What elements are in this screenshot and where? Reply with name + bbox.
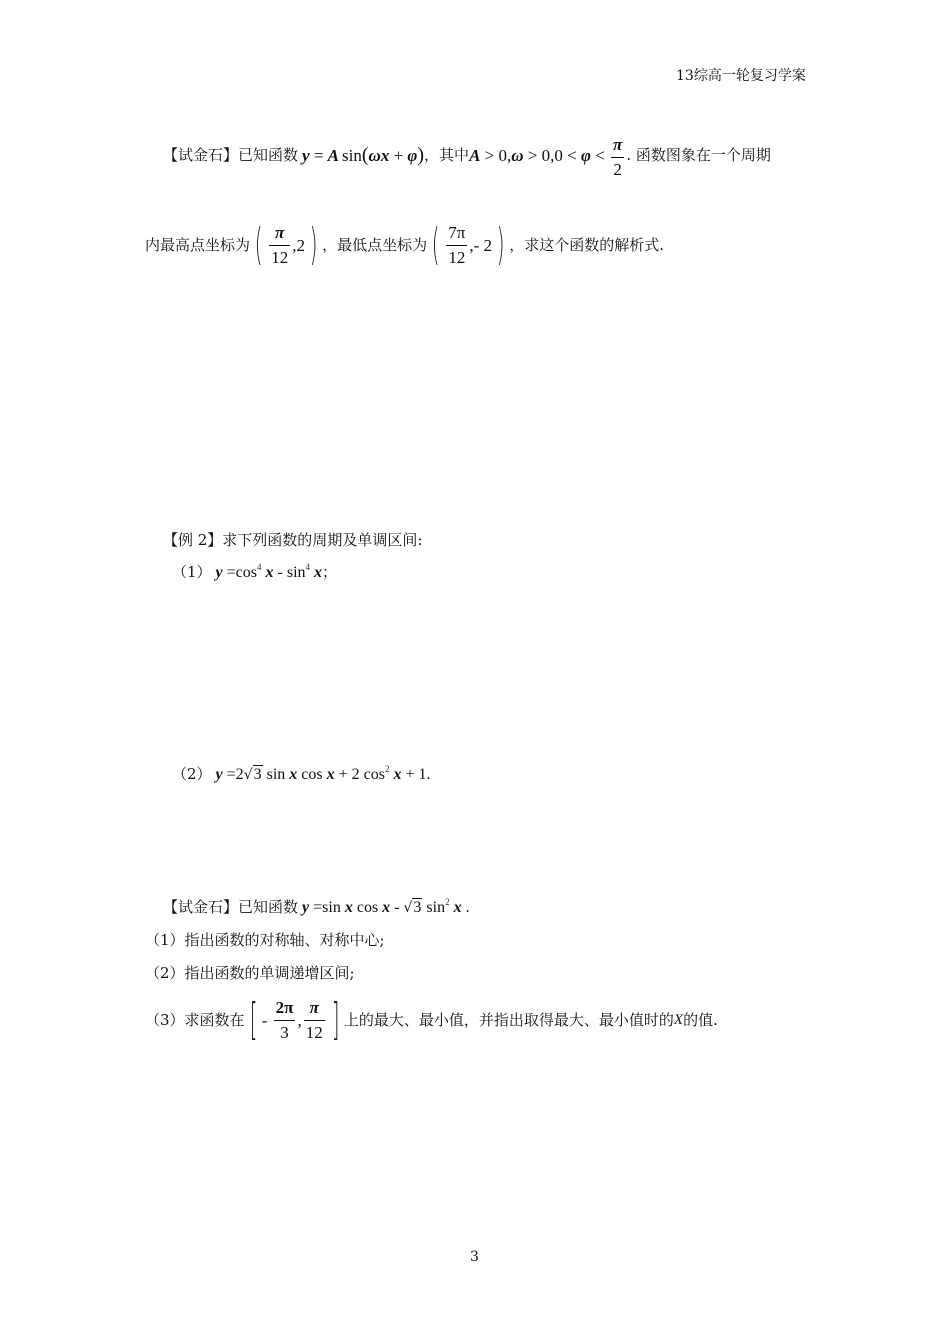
q3-start: （3）求函数在 [145,1010,245,1029]
formula-open: ( [361,144,369,167]
cond-phi: φ [580,145,591,165]
fraction-bar [304,1020,325,1021]
shijinshi1-intro: 已知函数 [238,145,299,164]
conditions [469,132,626,179]
shijinshi1-formula [302,145,424,165]
fraction-bar [269,245,290,246]
q2-x1: x [289,766,298,783]
q2-cos: cos [297,766,327,783]
min-den: 12 [448,247,466,267]
q3-den1: 3 [280,1022,289,1042]
left-paren-icon: ( [431,219,440,270]
f-end: . [461,899,470,916]
q3-fraction1 [274,999,296,1042]
f-x3: x [449,899,462,916]
q1-minus: - sin [273,564,306,581]
q1-label: （1） [172,563,212,581]
shijinshi2-line1 [163,898,470,917]
example2-q1 [172,562,338,581]
f-minus: - [390,899,404,916]
min-num: 7π [448,222,466,242]
cond-text1: > 0, [480,145,512,165]
example2-q2 [172,765,431,784]
q3-den2: 12 [305,1022,323,1042]
max-y: ,2 [292,235,305,255]
f-x1: x [344,899,353,916]
f-y: y [302,899,310,916]
q2-eq: =2 [222,766,244,783]
q3-comma: , [297,1010,302,1030]
shijinshi1-line1 [163,132,771,179]
shijinshi2-intro: 已知函数 [238,898,299,916]
q2-exp: 2 [384,764,390,774]
q3-num1: 2π [275,997,294,1017]
fraction-bar [274,1020,296,1021]
q1-eq: =cos [222,564,258,581]
formula-A: A [327,146,340,166]
q3-end2: 的值. [683,1010,718,1029]
f-x2: x [382,899,391,916]
sqrt-icon: √ [243,767,253,783]
q1-x2: x [310,564,323,581]
right-paren-icon: ) [496,219,505,270]
q3-num2: π [309,997,319,1017]
line2-end: ，求这个函数的解析式. [509,235,665,254]
min-fraction [446,224,467,267]
shijinshi2-tag: 【试金石】 [163,898,239,916]
cond-two: 2 [613,159,622,179]
q2-y: y [215,766,223,783]
f-root: 3 [413,899,422,916]
q3-interval [245,994,344,1045]
f-eq: =sin [309,899,345,916]
shijinshi1-tag: 【试金石】 [163,145,239,164]
q1-y: y [215,564,223,581]
q2-sin: sin [266,766,290,783]
max-den: 12 [271,247,289,267]
mid-text: ，最低点坐标为 [322,235,428,254]
formula-omega-x: ωx [368,146,390,166]
formula-plus: + [389,146,408,166]
shijinshi1-line2 [145,219,665,270]
f-exp: 2 [445,897,450,907]
line2-start: 内最高点坐标为 [145,235,251,254]
max-num: π [275,222,285,242]
left-bracket-icon: [ [249,994,257,1045]
q2-x3: x [389,766,402,783]
q3-var: X [673,1011,684,1028]
shijinshi2-q1: （1）指出函数的对称轴、对称中心; [145,931,385,949]
formula-y: y [302,146,310,166]
cond-text2: > 0,0 < [523,145,581,165]
example2-title: 【例 2】求下列函数的周期及单调区间: [163,531,423,549]
q2-end: + 1. [401,766,431,783]
cond-pi: π [613,135,623,154]
shijinshi2-formula [302,898,470,917]
q1-formula [215,562,323,581]
q3-fraction2 [304,999,325,1042]
q2-plus: + 2 cos [334,766,385,783]
q1-exp1: 4 [257,562,262,572]
f-cos: cos [352,899,383,916]
q2-formula [216,765,431,784]
q1-x1: x [261,564,274,581]
cond-omega: ω [511,145,524,165]
q3-end1: 上的最大、最小值，并指出取得最大、最小值时的 [343,1010,674,1029]
min-point [427,219,509,270]
q1-exp2: 4 [305,562,311,572]
formula-sin: sin [342,146,362,166]
min-y: ,- 2 [469,235,493,255]
page-number: 3 [470,1249,479,1265]
shijinshi2-q3 [145,994,718,1045]
max-point [250,219,322,270]
formula-close: ) [417,144,425,167]
formula-eq: = [309,146,328,166]
comma-where: ，其中 [424,145,470,164]
cond-text3: < [590,145,610,165]
cond-A: A [469,145,481,165]
right-bracket-icon: ] [331,994,340,1045]
sqrt-icon: √ [403,900,413,916]
q2-x2: x [326,766,335,783]
q2-root: 3 [253,766,262,783]
cond-fraction [611,136,624,179]
shijinshi2-q2: （2）指出函数的单调递增区间; [145,964,355,982]
f-sin: sin [422,899,446,916]
fraction-bar [611,157,624,158]
q2-label: （2） [172,765,212,783]
formula-phi: φ [407,146,418,166]
max-fraction [269,224,290,267]
shijinshi1-tail: . 函数图象在一个周期 [626,145,771,164]
q1-end: ； [322,563,338,581]
right-paren-icon: ) [309,219,318,270]
fraction-bar [446,245,467,246]
q3-neg: - [261,1010,272,1030]
left-paren-icon: ( [254,219,263,270]
header-title: 13综高一轮复习学案 [676,68,806,84]
